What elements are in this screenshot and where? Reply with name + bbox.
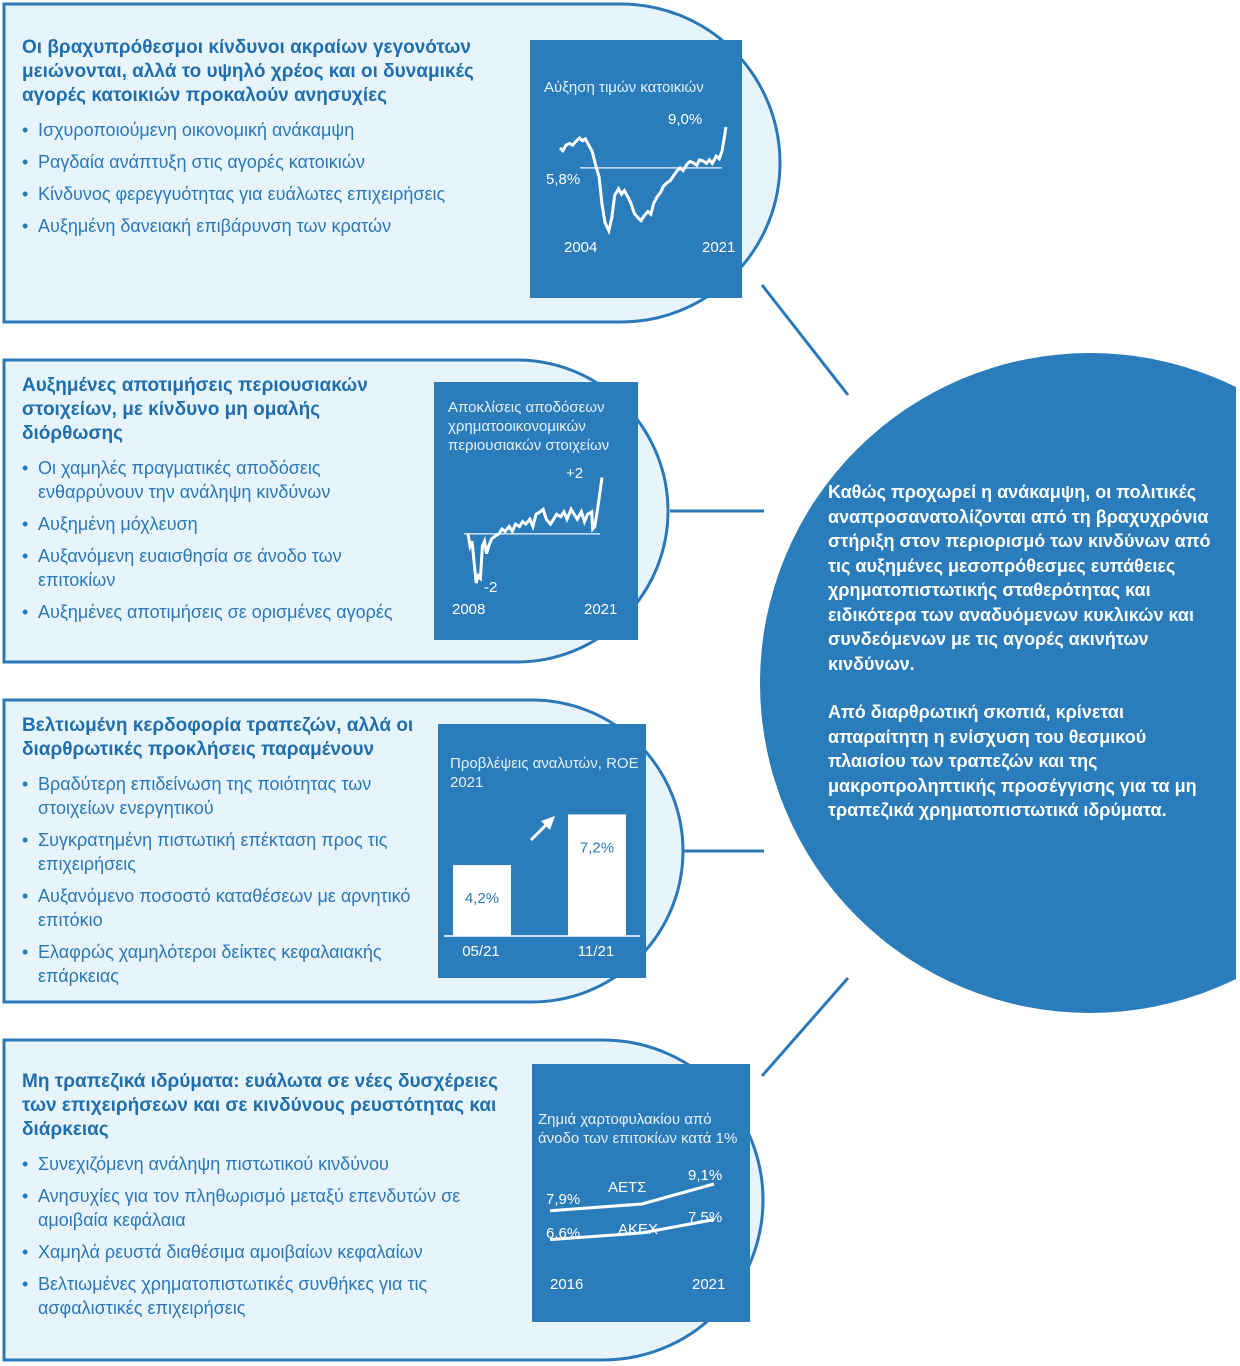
connector-1 bbox=[762, 285, 848, 395]
bar-1121 bbox=[568, 814, 626, 936]
panel-1-bullets bbox=[22, 118, 512, 238]
connector-4 bbox=[762, 978, 848, 1076]
bar-value-label-1121: 7,2% bbox=[579, 839, 615, 857]
min-value-label: -2 bbox=[484, 579, 498, 596]
x-tick-end: 2021 bbox=[702, 239, 736, 256]
series-name-akex: ΑΚΕΧ bbox=[618, 1221, 659, 1238]
akex-start-label: 6,6% bbox=[546, 1225, 581, 1242]
panel-2-title: Αυξημένες αποτιμήσεις περιουσιακών στοιχείων, με κίνδυνο μη ομαλής διόρθωσης bbox=[22, 375, 368, 444]
panel-4-bullets bbox=[22, 1152, 502, 1320]
akex-end-label: 7,5% bbox=[688, 1209, 723, 1226]
bar-value-label-0521: 4,2% bbox=[464, 890, 500, 908]
list-item: • Αυξημένη μόχλευση bbox=[22, 512, 418, 536]
x-tick-start: 2016 bbox=[550, 1276, 584, 1293]
end-value-label: 9,0% bbox=[668, 111, 703, 128]
chart-2-plot bbox=[434, 382, 638, 640]
chart-asset-returns bbox=[434, 382, 638, 640]
list-item: • Ελαφρώς χαμηλότεροι δείκτες κεφαλαιακής επάρκειας bbox=[22, 940, 434, 988]
x-tick-start: 2008 bbox=[452, 601, 486, 618]
panel-4-text bbox=[22, 1070, 502, 1328]
chart-1-plot bbox=[530, 40, 742, 298]
x-tick-0521: 05/21 bbox=[462, 943, 500, 960]
panel-1-text bbox=[22, 36, 512, 246]
list-item: • Συνεχιζόμενη ανάληψη πιστωτικού κινδύνου bbox=[22, 1152, 502, 1176]
summary-paragraph-1: Καθώς προχωρεί η ανάκαμψη, οι πολιτικές αναπροσανατολίζονται από τη βραχυχρόνια στήριξη στον περιορισμό των κινδύνων από τις αυξημένες μεσοπρόθεσμες ευπάθειες χρηματοπιστωτικής σταθερότητας και ειδικότερα των αναδυόμενων κυκλικών και συνδεόμενων με τις αγορές ακινήτων κινδύνων. bbox=[828, 482, 1211, 674]
list-item: • Χαμηλά ρευστά διαθέσιμα αμοιβαίων κεφαλαίων bbox=[22, 1240, 502, 1264]
panel-3-bullets bbox=[22, 772, 434, 988]
chart-title: Προβλέψεις αναλυτών, ROE 2021 bbox=[450, 755, 639, 791]
list-item: • Βραδύτερη επιδείνωση της ποιότητας των στοιχείων ενεργητικού bbox=[22, 772, 434, 820]
list-item: • Ανησυχίες για τον πληθωρισμό μεταξύ επενδυτών σε αμοιβαία κεφάλαια bbox=[22, 1184, 502, 1232]
list-item: • Αυξανόμενο ποσοστό καταθέσεων με αρνητικό επιτόκιο bbox=[22, 884, 434, 932]
series-line bbox=[468, 477, 602, 583]
panel-4-title: Μη τραπεζικά ιδρύματα: ευάλωτα σε νέες δυσχέρειες των επιχειρήσεων και σε κινδύνους ρευστότητας και διάρκειας bbox=[22, 1071, 499, 1140]
start-value-label: 5,8% bbox=[546, 171, 581, 188]
panel-3-title: Βελτιωμένη κερδοφορία τραπεζών, αλλά οι διαρθρωτικές προκλήσεις παραμένουν bbox=[22, 715, 414, 760]
chart-title: Αποκλίσεις αποδόσεων χρηματοοικονομικών περιουσιακών στοιχείων bbox=[448, 399, 610, 454]
panel-1-title: Οι βραχυπρόθεσμοι κίνδυνοι ακραίων γεγονότων μειώνονται, αλλά το υψηλό χρέος και οι δυναμικές αγορές κατοικιών προκαλούν ανησυχίες bbox=[22, 37, 474, 106]
panel-2-bullets bbox=[22, 456, 418, 624]
list-item: • Αυξημένη δανειακή επιβάρυνση των κρατών bbox=[22, 214, 512, 238]
x-tick-end: 2021 bbox=[692, 1276, 726, 1293]
list-item: • Ισχυροποιούμενη οικονομική ανάκαμψη bbox=[22, 118, 512, 142]
x-tick-start: 2004 bbox=[564, 239, 598, 256]
list-item: • Αυξημένες αποτιμήσεις σε ορισμένες αγορές bbox=[22, 600, 418, 624]
chart-3-plot bbox=[438, 724, 646, 978]
x-tick-end: 2021 bbox=[584, 601, 618, 618]
list-item: • Συγκρατημένη πιστωτική επέκταση προς τις επιχειρήσεις bbox=[22, 828, 434, 876]
list-item: • Αυξανόμενη ευαισθησία σε άνοδο των επιτοκίων bbox=[22, 544, 418, 592]
x-tick-1121: 11/21 bbox=[577, 943, 615, 960]
list-item: • Βελτιωμένες χρηματοπιστωτικές συνθήκες για τις ασφαλιστικές επιχειρήσεις bbox=[22, 1272, 502, 1320]
aets-start-label: 7,9% bbox=[546, 1191, 581, 1208]
series-line bbox=[560, 127, 726, 231]
chart-title: Αύξηση τιμών κατοικιών bbox=[544, 79, 704, 96]
panel-3-text bbox=[22, 714, 434, 996]
list-item: • Ραγδαία ανάπτυξη στις αγορές κατοικιών bbox=[22, 150, 512, 174]
list-item: • Κίνδυνος φερεγγυότητας για ευάλωτες επιχειρήσεις bbox=[22, 182, 512, 206]
panel-2-text bbox=[22, 374, 418, 632]
chart-portfolio-loss bbox=[532, 1064, 750, 1322]
max-value-label: +2 bbox=[566, 465, 584, 482]
summary-text bbox=[828, 480, 1220, 847]
aets-end-label: 9,1% bbox=[688, 1167, 723, 1184]
chart-house-prices bbox=[530, 40, 742, 298]
chart-roe bbox=[438, 724, 646, 978]
list-item: • Οι χαμηλές πραγματικές αποδόσεις ενθαρρύνουν την ανάληψη κινδύνων bbox=[22, 456, 418, 504]
chart-4-plot bbox=[532, 1064, 750, 1322]
series-name-aets: ΑΕΤΣ bbox=[608, 1179, 647, 1196]
chart-title: Ζημιά χαρτοφυλακίου από άνοδο των επιτοκίων κατά 1% bbox=[538, 1111, 738, 1147]
summary-paragraph-2: Από διαρθρωτική σκοπιά, κρίνεται απαραίτητη η ενίσχυση του θεσμικού πλαισίου των τραπεζών και της μακροπροληπτικής προσέγγισης για τα μη τραπεζικά χρηματοπιστωτικά ιδρύματα. bbox=[828, 702, 1197, 820]
